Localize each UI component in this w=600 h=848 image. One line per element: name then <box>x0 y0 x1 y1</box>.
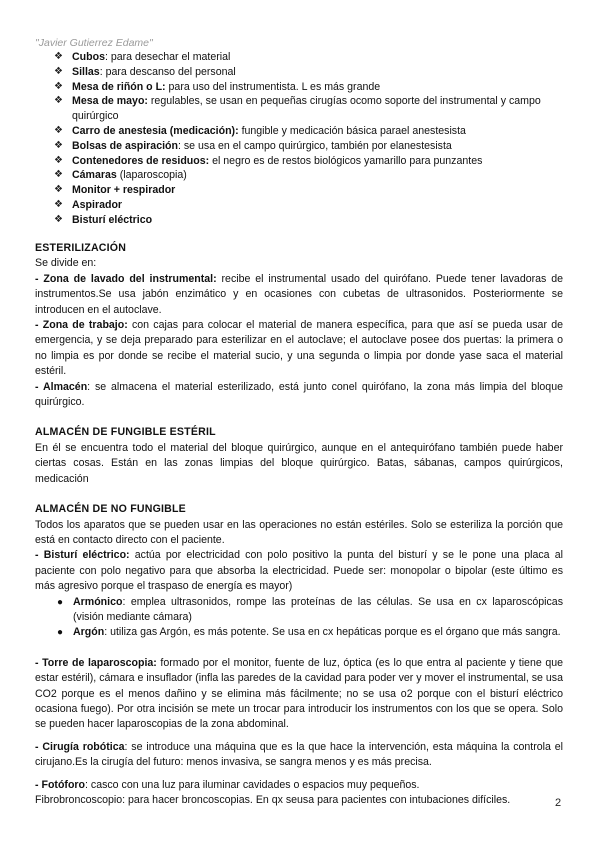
list-item: ❖ Sillas: para descanso del personal <box>54 65 236 78</box>
list-item: ❖ Cubos: para desechar el material <box>54 51 231 63</box>
list-item: ❖ Contenedores de residuos: el negro es de restos biológicos yamarillo para punzantes <box>54 154 483 167</box>
list-item: ❖ Mesa de mayo: regulables, se usan en pequeñas cirugías ocomo soporte del instrumental y campo quirúrgico <box>54 95 541 123</box>
list-item: ❖ Monitor + respirador <box>54 184 176 197</box>
diamond-bullet-icon: ❖ <box>54 198 63 210</box>
list-item: ❖ Mesa de riñón o L: para uso del instrumentista. L es más grande <box>54 80 381 93</box>
paragraph: - Almacén: se almacena el material esterilizado, está junto conel quirófano, la zona más limpia del bloque quirúrgico. <box>35 380 563 409</box>
diamond-bullet-icon: ❖ <box>54 139 63 151</box>
paragraph: Fibrobroncoscopio: para hacer broncoscopias. En qx seusa para pacientes con intubaciones difíciles. <box>35 794 511 806</box>
diamond-bullet-icon: ❖ <box>54 95 63 107</box>
paragraph: - Fotóforo: casco con una luz para iluminar cavidades o espacios muy pequeños. <box>35 778 420 791</box>
diamond-bullet-icon: ❖ <box>54 80 63 92</box>
dot-bullet-icon: ● <box>57 596 64 608</box>
list-item: ❖ Bisturí eléctrico <box>54 213 153 226</box>
equipment-list <box>54 50 574 228</box>
list-item: ❖ Bolsas de aspiración: se usa en el campo quirúrgico, también por elanestesista <box>54 139 452 152</box>
diamond-bullet-icon: ❖ <box>54 213 63 225</box>
paragraph: - Torre de laparoscopia: formado por el monitor, fuente de luz, óptica (es lo que entra al paciente y tiene que estar estéril), cámara e insuflador (infla las paredes de la cavidad para poder ver y mover el instrumental, se usa CO2 porque es el menos dañino y se elimina más fácilmente; no se usa o2 porque con el bisturí eléctrico ocasiona fuego). Por otra incisión se mete un trocar para introducir los instrumentos con los que se opera. Solo se pueden hacer laparoscopias de la zona abdominal. <box>35 656 563 731</box>
paragraph: En él se encuentra todo el material del bloque quirúrgico, aunque en el antequirófano también puede haber ciertas cosas. Están en las zonas limpias del bloque quirúrgico. Batas, sábanas, campos quirúrgicos, medicación <box>35 441 563 485</box>
sub-list-item: ● Argón: utiliza gas Argón, es más potente. Se usa en cx hepáticas porque es el órgano que más sangra. <box>35 625 563 640</box>
list-item: ❖ Carro de anestesia (medicación): fungible y medicación básica parael anestesista <box>54 124 466 137</box>
section-heading-esterilizacion: ESTERILIZACIÓN <box>35 242 127 254</box>
paragraph: - Zona de trabajo: con cajas para colocar el material de manera específica, para que así se pueda usar de emergencia, y se deja preparado para esterilizar en el autoclave; el autoclave posee dos puertas: la primera o no limpia es por donde se recibe el material sucio, y una segunda o limpia por donde yase saca el material estéril. <box>35 319 563 378</box>
list-item: ❖ Aspirador <box>54 198 123 211</box>
page-number: 2 <box>555 797 562 809</box>
paragraph: - Cirugía robótica: se introduce una máquina que es la que hace la intervención, esta máquina la controla el cirujano.Es la cirugía del futuro: menos invasiva, se sangra menos y es más precisa. <box>35 740 563 769</box>
diamond-bullet-icon: ❖ <box>54 65 63 77</box>
diamond-bullet-icon: ❖ <box>54 169 63 181</box>
diamond-bullet-icon: ❖ <box>54 124 63 136</box>
diamond-bullet-icon: ❖ <box>54 154 63 166</box>
diamond-bullet-icon: ❖ <box>54 184 63 196</box>
main-content <box>35 241 563 808</box>
section-heading-no-fungible: ALMACÉN DE NO FUNGIBLE <box>35 503 186 516</box>
author-header: "Javier Gutierrez Edame" <box>35 37 153 49</box>
paragraph: - Zona de lavado del instrumental: recibe el instrumental usado del quirófano. Puede tener lavadoras de instrumentos.Se usa jabón enzimático y en ocasiones con cubetas de ultrasonidos. Posteriormente se introducen en el autoclave. <box>35 272 563 316</box>
paragraph: - Bisturí eléctrico: actúa por electricidad con polo positivo la punta del bisturí y se le pone una placa al paciente con polo negativo para que absorba la electricidad. Puede ser: monopolar o bipolar (este último es más agresivo porque el traspaso de energía es mayor) <box>35 549 563 593</box>
sub-list-item: ● Armónico: emplea ultrasonidos, rompe las proteínas de las células. Se usa en cx laparoscópicas (visión mediante cámara) <box>57 595 563 623</box>
paragraph: Todos los aparatos que se pueden usar en las operaciones no están estériles. Solo se esteriliza la porción que está en contacto directo con el paciente. <box>35 518 563 546</box>
paragraph: Se divide en: <box>35 257 97 270</box>
section-heading-fungible: ALMACÉN DE FUNGIBLE ESTÉRIL <box>35 426 216 439</box>
dot-bullet-icon: ● <box>57 627 64 639</box>
diamond-bullet-icon: ❖ <box>54 51 63 62</box>
list-item: ❖ Cámaras (laparoscopia) <box>54 169 187 182</box>
